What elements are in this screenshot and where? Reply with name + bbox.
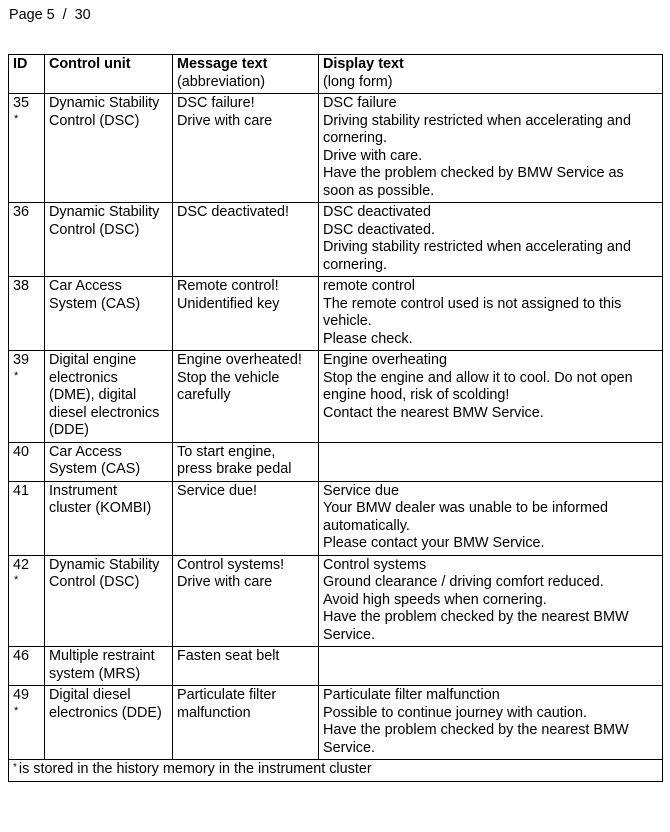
cell-control-unit-line: Dynamic Stability xyxy=(49,204,160,220)
table-row xyxy=(9,647,663,686)
cell-control-unit-line: cluster (KOMBI) xyxy=(49,500,152,516)
cell-display-text-line: Please contact your BMW Service. xyxy=(323,535,545,551)
page-number xyxy=(9,7,91,25)
cell-control-unit xyxy=(45,442,173,481)
cell-message-text-line: DSC failure! xyxy=(177,95,255,111)
row-id: 40 xyxy=(13,443,30,460)
cell-display-text-line: DSC failure xyxy=(323,95,397,111)
table-row xyxy=(9,442,663,481)
cell-control-unit-line: Multiple restraint xyxy=(49,648,155,664)
cell-display-text-line: Possible to continue journey with caution. xyxy=(323,704,587,721)
cell-id xyxy=(9,351,45,443)
cell-control-unit-line: (DDE) xyxy=(49,422,89,438)
cell-control-unit xyxy=(45,277,173,351)
cell-display-text-line: Service. xyxy=(323,626,375,643)
cell-display-text-line: DSC deactivated. xyxy=(323,221,435,238)
cell-message-text xyxy=(173,203,319,277)
cell-display-text-line: Avoid high speeds when cornering. xyxy=(323,591,547,608)
cell-display-text xyxy=(319,351,663,443)
history-asterisk: * xyxy=(14,704,19,717)
cell-display-text-line: Please check. xyxy=(323,330,413,347)
cell-control-unit xyxy=(45,686,173,760)
footnote-text: is stored in the history memory in the instrument cluster xyxy=(18,761,372,777)
cell-control-unit-line: Digital engine xyxy=(49,352,137,368)
cell-control-unit-line: Car Access xyxy=(49,443,122,460)
cell-display-text-line: Have the problem checked by the nearest BMW xyxy=(323,722,629,738)
cell-message-text xyxy=(173,442,319,481)
footnote-row xyxy=(9,760,663,782)
cell-display-text-line: cornering. xyxy=(323,130,387,146)
cell-control-unit xyxy=(45,94,173,203)
cell-message-text-line: Particulate filter xyxy=(177,687,277,703)
cell-message-text-line: Engine overheated! xyxy=(177,352,302,368)
cell-message-text-line: Remote control! xyxy=(177,278,279,294)
cell-message-text-line: Stop the vehicle xyxy=(177,369,280,386)
cell-display-text-line: soon as possible. xyxy=(323,182,435,199)
table-row xyxy=(9,203,663,277)
table-header-row xyxy=(9,55,663,94)
row-id: 36 xyxy=(13,204,30,220)
cell-display-text xyxy=(319,647,663,686)
cell-control-unit-line: System (CAS) xyxy=(49,295,141,312)
cell-control-unit-line: Car Access xyxy=(49,278,122,294)
cell-message-text-line: Drive with care xyxy=(177,574,273,590)
cell-message-text-line: Fasten seat belt xyxy=(177,648,280,664)
table-row xyxy=(9,686,663,760)
cell-display-text-line: The remote control used is not assigned to this xyxy=(323,295,622,312)
cell-display-text xyxy=(319,555,663,647)
row-id: 46 xyxy=(13,648,30,664)
cell-display-text-line: Have the problem checked by the nearest BMW xyxy=(323,609,629,625)
cell-control-unit xyxy=(45,647,173,686)
cell-message-text xyxy=(173,555,319,647)
cell-control-unit-line: Dynamic Stability xyxy=(49,95,160,111)
cell-message-text-line: Service due! xyxy=(177,482,257,499)
cell-control-unit-line: Control (DSC) xyxy=(49,574,140,590)
row-id: 39 xyxy=(13,352,30,368)
footnote xyxy=(9,760,663,782)
cell-display-text-line: vehicle. xyxy=(323,313,372,329)
cell-display-text-line: Ground clearance / driving comfort reduced. xyxy=(323,574,604,590)
cell-control-unit xyxy=(45,481,173,555)
cell-id xyxy=(9,94,45,203)
cell-display-text-line: remote control xyxy=(323,278,415,294)
cell-display-text xyxy=(319,203,663,277)
cell-display-text xyxy=(319,277,663,351)
page-total: 30 xyxy=(74,7,91,23)
cell-control-unit-line: Dynamic Stability xyxy=(49,556,160,573)
header-message-text: Message text (abbreviation) xyxy=(173,55,319,94)
header-id: ID xyxy=(9,55,45,94)
page-label: Page 5 xyxy=(9,7,55,23)
cell-display-text-line: Driving stability restricted when accelerating and xyxy=(323,112,631,129)
cell-message-text xyxy=(173,481,319,555)
row-id: 41 xyxy=(13,482,30,499)
cell-display-text-line: Your BMW dealer was unable to be informed xyxy=(323,500,609,516)
cell-control-unit-line: System (CAS) xyxy=(49,461,141,477)
cell-display-text-line: Service due xyxy=(323,482,399,499)
cell-control-unit xyxy=(45,203,173,277)
cell-display-text xyxy=(319,686,663,760)
page-separator: / xyxy=(62,7,67,23)
header-display-text: Display text (long form) xyxy=(319,55,663,94)
history-asterisk: * xyxy=(14,112,19,125)
cell-message-text-line: press brake pedal xyxy=(177,461,292,477)
cell-id xyxy=(9,555,45,647)
cell-message-text-line: Unidentified key xyxy=(177,295,280,312)
cell-control-unit-line: system (MRS) xyxy=(49,665,141,682)
cell-control-unit-line: Instrument xyxy=(49,482,117,499)
header-control-unit: Control unit xyxy=(45,55,173,94)
cell-control-unit-line: Digital diesel xyxy=(49,687,131,703)
cell-control-unit-line: electronics xyxy=(49,369,118,386)
cell-display-text-line: Drive with care. xyxy=(323,147,423,164)
cell-control-unit-line: diesel electronics xyxy=(49,404,160,421)
cell-display-text-line: Stop the engine and allow it to cool. Do not open xyxy=(323,369,633,386)
row-id: 38 xyxy=(13,278,30,294)
cell-message-text xyxy=(173,277,319,351)
table-body xyxy=(9,94,663,760)
footnote-asterisk: * xyxy=(13,762,17,773)
cell-message-text xyxy=(173,686,319,760)
row-id: 49 xyxy=(13,687,30,703)
cell-control-unit-line: Control (DSC) xyxy=(49,112,140,129)
cell-message-text xyxy=(173,351,319,443)
cell-display-text-line: Have the problem checked by BMW Service as xyxy=(323,165,624,181)
cell-display-text-line: Engine overheating xyxy=(323,352,448,368)
cell-message-text-line: Drive with care xyxy=(177,112,273,129)
cell-control-unit-line: electronics (DDE) xyxy=(49,704,162,721)
cell-display-text-line: automatically. xyxy=(323,517,410,534)
cell-control-unit xyxy=(45,351,173,443)
cell-message-text-line: DSC deactivated! xyxy=(177,204,289,220)
message-table xyxy=(8,54,663,782)
cell-message-text-line: To start engine, xyxy=(177,443,276,460)
cell-id xyxy=(9,686,45,760)
row-id: 35 xyxy=(13,95,30,111)
cell-display-text xyxy=(319,481,663,555)
cell-id xyxy=(9,277,45,351)
cell-display-text-line: DSC deactivated xyxy=(323,204,431,220)
cell-display-text-line: cornering. xyxy=(323,256,387,273)
table-row xyxy=(9,555,663,647)
table-row xyxy=(9,277,663,351)
cell-display-text-line: Contact the nearest BMW Service. xyxy=(323,404,544,421)
row-id: 42 xyxy=(13,556,30,573)
history-asterisk: * xyxy=(14,574,19,586)
cell-display-text-line: Control systems xyxy=(323,556,427,573)
cell-display-text-line: Driving stability restricted when accelerating and xyxy=(323,239,631,255)
table-row xyxy=(9,481,663,555)
cell-control-unit-line: Control (DSC) xyxy=(49,221,140,238)
cell-display-text-line: engine hood, risk of scolding! xyxy=(323,387,510,403)
cell-display-text xyxy=(319,442,663,481)
cell-display-text-line: Service. xyxy=(323,739,375,756)
cell-id xyxy=(9,442,45,481)
cell-message-text-line: Control systems! xyxy=(177,556,285,573)
history-asterisk: * xyxy=(14,369,19,382)
cell-control-unit xyxy=(45,555,173,647)
cell-control-unit-line: (DME), digital xyxy=(49,387,137,403)
cell-message-text-line: malfunction xyxy=(177,704,251,721)
cell-id xyxy=(9,481,45,555)
cell-display-text-line: Particulate filter malfunction xyxy=(323,687,500,703)
cell-display-text xyxy=(319,94,663,203)
cell-id xyxy=(9,647,45,686)
table-row xyxy=(9,351,663,443)
cell-message-text xyxy=(173,647,319,686)
cell-id xyxy=(9,203,45,277)
cell-message-text xyxy=(173,94,319,203)
cell-message-text-line: carefully xyxy=(177,387,231,403)
table-row xyxy=(9,94,663,203)
